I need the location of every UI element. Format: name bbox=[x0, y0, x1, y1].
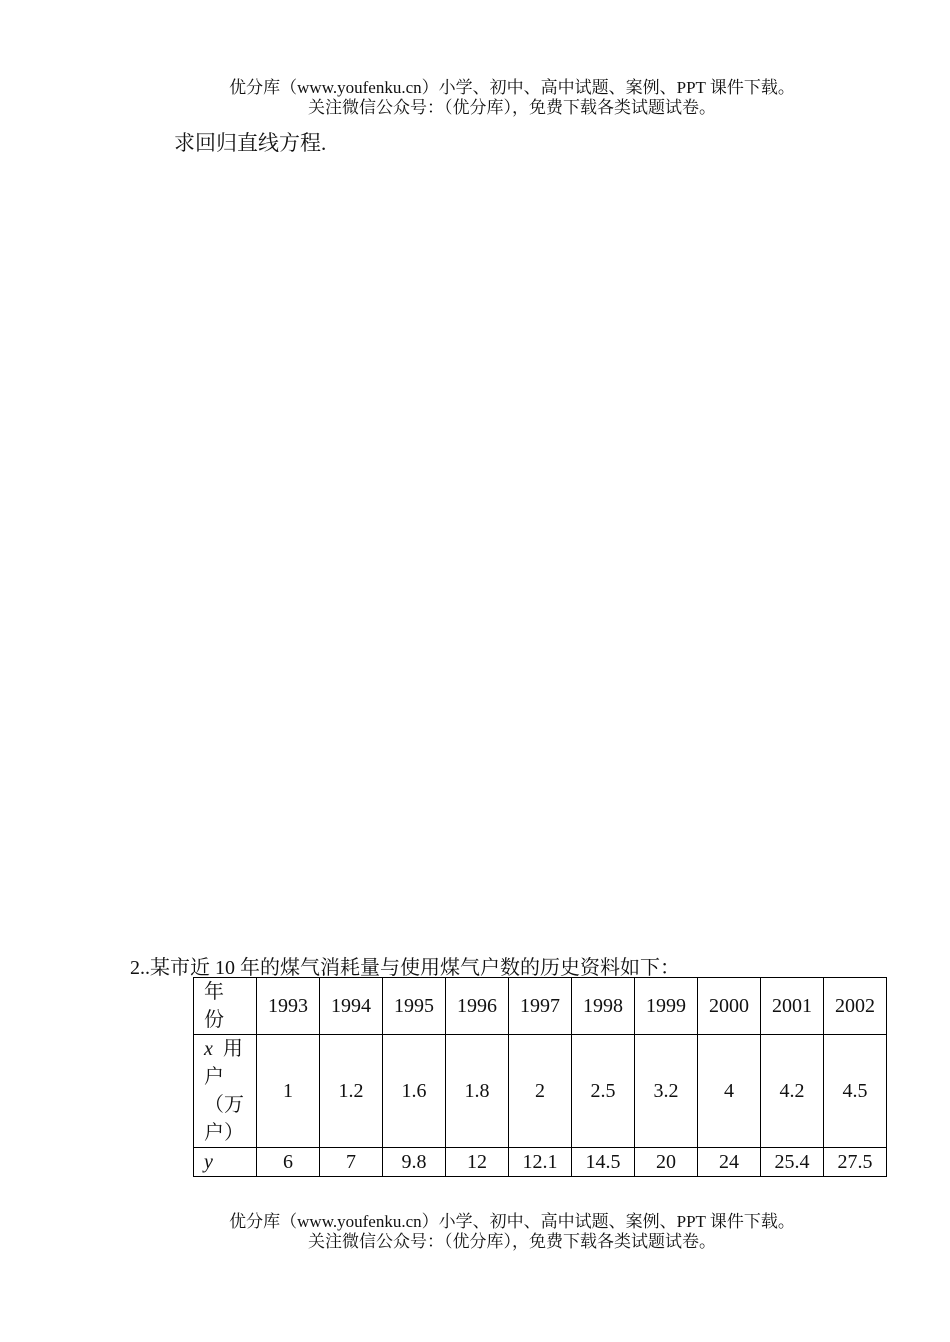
y-cell: 25.4 bbox=[761, 1148, 824, 1177]
year-cell: 1995 bbox=[383, 978, 446, 1035]
x-cell: 4 bbox=[698, 1035, 761, 1148]
y-cell: 27.5 bbox=[824, 1148, 887, 1177]
year-label bbox=[194, 978, 257, 1035]
year-cell: 2000 bbox=[698, 978, 761, 1035]
y-label bbox=[194, 1148, 257, 1177]
year-cell: 1998 bbox=[572, 978, 635, 1035]
y-cell: 20 bbox=[635, 1148, 698, 1177]
y-cell: 14.5 bbox=[572, 1148, 635, 1177]
x-cell: 2 bbox=[509, 1035, 572, 1148]
x-label-3: （万 bbox=[204, 1094, 244, 1116]
year-cell: 1993 bbox=[257, 978, 320, 1035]
data-table bbox=[193, 977, 887, 1177]
year-cell: 2001 bbox=[761, 978, 824, 1035]
header-line-1: 优分库（www.youfenku.cn）小学、初中、高中试题、案例、PPT 课件下载。 bbox=[229, 78, 795, 97]
y-cell: 9.8 bbox=[383, 1148, 446, 1177]
year-cell: 2002 bbox=[824, 978, 887, 1035]
x-cell: 4.2 bbox=[761, 1035, 824, 1148]
x-label bbox=[194, 1035, 257, 1148]
x-label-1: 用 bbox=[222, 1038, 243, 1060]
y-variable: y bbox=[204, 1151, 213, 1173]
header-line-2: 关注微信公众号：（优分库），免费下载各类试题试卷。 bbox=[308, 98, 716, 117]
x-label-4: 户） bbox=[204, 1122, 244, 1144]
year-cell: 1994 bbox=[320, 978, 383, 1035]
x-cell: 1.6 bbox=[383, 1035, 446, 1148]
x-variable: x bbox=[204, 1038, 213, 1060]
x-cell: 3.2 bbox=[635, 1035, 698, 1148]
y-cell: 12.1 bbox=[509, 1148, 572, 1177]
x-cell: 1.8 bbox=[446, 1035, 509, 1148]
x-cell: 1 bbox=[257, 1035, 320, 1148]
question1-tail: 求回归直线方程. bbox=[174, 131, 327, 155]
year-cell: 1996 bbox=[446, 978, 509, 1035]
question2-text: 2..某市近 10 年的煤气消耗量与使用煤气户数的历史资料如下： bbox=[130, 957, 680, 979]
year-label-2: 份 bbox=[204, 1009, 224, 1031]
y-cell: 12 bbox=[446, 1148, 509, 1177]
footer-line-1: 优分库（www.youfenku.cn）小学、初中、高中试题、案例、PPT 课件下载。 bbox=[229, 1212, 795, 1231]
table-row-x bbox=[194, 1035, 887, 1148]
y-cell: 6 bbox=[257, 1148, 320, 1177]
x-cell: 2.5 bbox=[572, 1035, 635, 1148]
x-cell: 4.5 bbox=[824, 1035, 887, 1148]
x-label-2: 户 bbox=[204, 1066, 224, 1088]
y-cell: 7 bbox=[320, 1148, 383, 1177]
x-cell: 1.2 bbox=[320, 1035, 383, 1148]
table-row-y bbox=[194, 1148, 887, 1177]
year-label-1: 年 bbox=[204, 981, 224, 1003]
year-cell: 1999 bbox=[635, 978, 698, 1035]
footer-line-2: 关注微信公众号：（优分库），免费下载各类试题试卷。 bbox=[308, 1232, 716, 1251]
table-row-year bbox=[194, 978, 887, 1035]
y-cell: 24 bbox=[698, 1148, 761, 1177]
year-cell: 1997 bbox=[509, 978, 572, 1035]
